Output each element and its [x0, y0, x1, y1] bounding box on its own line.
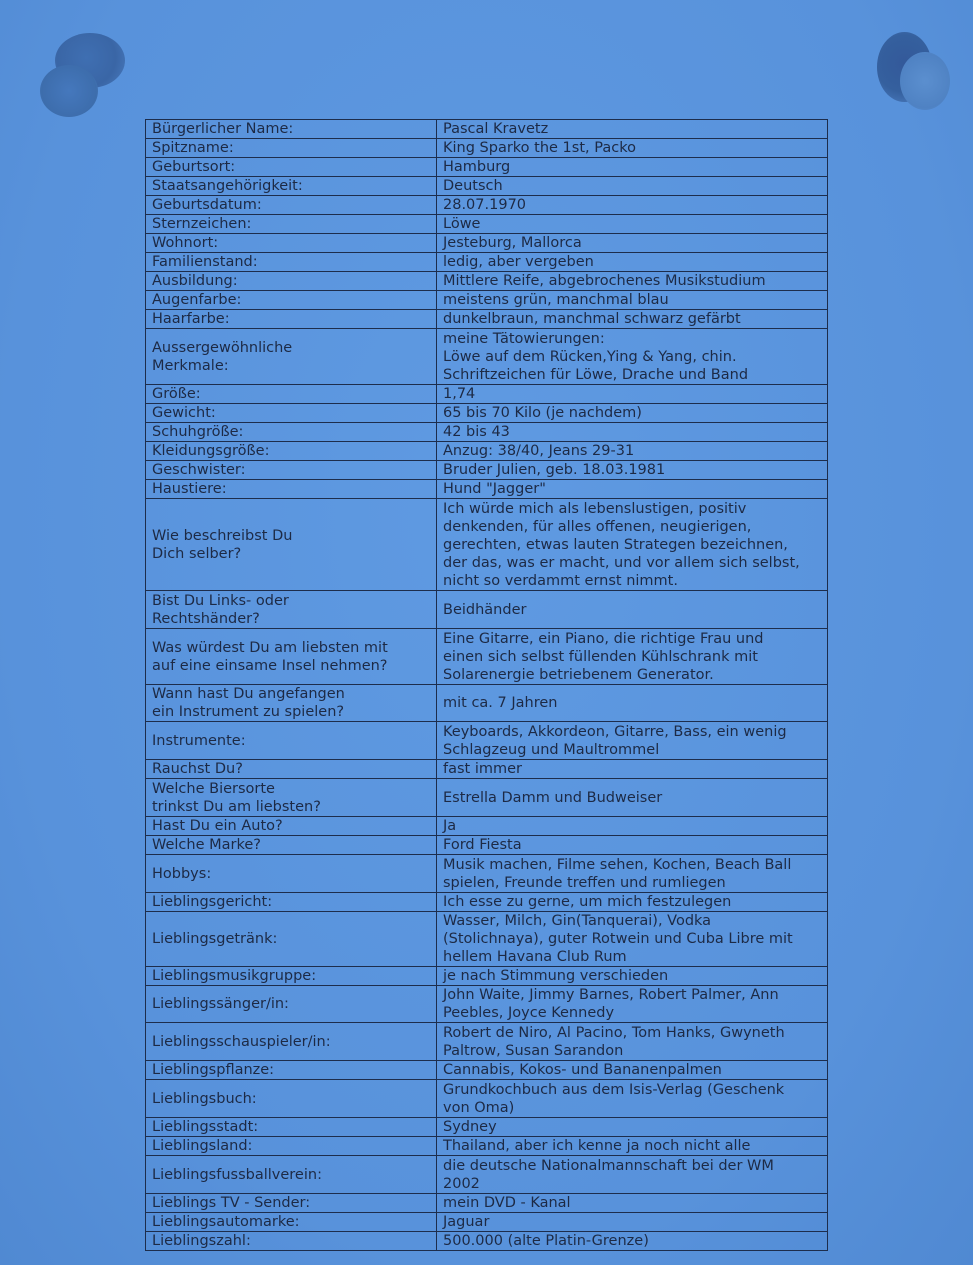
row-value: Thailand, aber ich kenne ja noch nicht alle — [437, 1137, 828, 1156]
row-label: Wohnort: — [146, 234, 437, 253]
table-row — [146, 779, 828, 817]
row-value: Anzug: 38/40, Jeans 29-31 — [437, 442, 828, 461]
row-value: ledig, aber vergeben — [437, 253, 828, 272]
row-label: Kleidungsgröße: — [146, 442, 437, 461]
table-row — [146, 1080, 828, 1118]
table-row — [146, 291, 828, 310]
row-label: Aussergewöhnliche Merkmale: — [146, 329, 437, 385]
row-value: Eine Gitarre, ein Piano, die richtige Frau und einen sich selbst füllenden Kühlschrank mit Solarenergie betriebenem Generator. — [437, 629, 828, 685]
row-label: Lieblingsgericht: — [146, 893, 437, 912]
row-value: Hund "Jagger" — [437, 480, 828, 499]
table-row — [146, 629, 828, 685]
row-label: Hobbys: — [146, 855, 437, 893]
table-row — [146, 591, 828, 629]
row-label: Bürgerlicher Name: — [146, 120, 437, 139]
table-row — [146, 253, 828, 272]
row-value: Keyboards, Akkordeon, Gitarre, Bass, ein wenig Schlagzeug und Maultrommel — [437, 722, 828, 760]
row-value: Wasser, Milch, Gin(Tanquerai), Vodka (Stolichnaya), guter Rotwein und Cuba Libre mit hellem Havana Club Rum — [437, 912, 828, 967]
row-value: Hamburg — [437, 158, 828, 177]
row-value: Ich esse zu gerne, um mich festzulegen — [437, 893, 828, 912]
table-row — [146, 215, 828, 234]
row-label: Lieblingsstadt: — [146, 1118, 437, 1137]
table-row — [146, 967, 828, 986]
row-value: Ja — [437, 817, 828, 836]
table-row — [146, 836, 828, 855]
row-value: die deutsche Nationalmannschaft bei der WM 2002 — [437, 1156, 828, 1194]
table-row — [146, 1194, 828, 1213]
table-row — [146, 442, 828, 461]
table-row — [146, 912, 828, 967]
row-label: Instrumente: — [146, 722, 437, 760]
row-value: Jaguar — [437, 1213, 828, 1232]
row-label: Lieblingsgetränk: — [146, 912, 437, 967]
table-row — [146, 1213, 828, 1232]
row-value: 42 bis 43 — [437, 423, 828, 442]
table-row — [146, 722, 828, 760]
profile-table — [145, 119, 828, 1251]
row-label: Rauchst Du? — [146, 760, 437, 779]
table-row — [146, 760, 828, 779]
row-label: Hast Du ein Auto? — [146, 817, 437, 836]
row-value: Ich würde mich als lebenslustigen, positiv denkenden, für alles offenen, neugierigen, gerechten, etwas lauten Strategen bezeichnen, der das, was er macht, und vor allem sich selbst, nicht so verdammt ernst nimmt. — [437, 499, 828, 591]
table-row — [146, 461, 828, 480]
row-label: Lieblingsautomarke: — [146, 1213, 437, 1232]
row-label: Lieblingssänger/in: — [146, 986, 437, 1023]
table-row — [146, 310, 828, 329]
table-row — [146, 385, 828, 404]
row-label: Lieblings TV - Sender: — [146, 1194, 437, 1213]
row-value: 1,74 — [437, 385, 828, 404]
table-row — [146, 158, 828, 177]
table-row — [146, 986, 828, 1023]
row-value: 500.000 (alte Platin-Grenze) — [437, 1232, 828, 1251]
row-label: Haustiere: — [146, 480, 437, 499]
row-label: Haarfarbe: — [146, 310, 437, 329]
row-value: Bruder Julien, geb. 18.03.1981 — [437, 461, 828, 480]
row-value: Ford Fiesta — [437, 836, 828, 855]
table-row — [146, 234, 828, 253]
row-label: Welche Biersorte trinkst Du am liebsten? — [146, 779, 437, 817]
table-row — [146, 817, 828, 836]
row-label: Augenfarbe: — [146, 291, 437, 310]
table-row — [146, 196, 828, 215]
row-value: meistens grün, manchmal blau — [437, 291, 828, 310]
row-label: Spitzname: — [146, 139, 437, 158]
row-value: fast immer — [437, 760, 828, 779]
row-value: mein DVD - Kanal — [437, 1194, 828, 1213]
row-label: Was würdest Du am liebsten mit auf eine einsame Insel nehmen? — [146, 629, 437, 685]
table-row — [146, 855, 828, 893]
table-row — [146, 272, 828, 291]
table-row — [146, 1023, 828, 1061]
table-row — [146, 1156, 828, 1194]
row-label: Bist Du Links- oder Rechtshänder? — [146, 591, 437, 629]
ink-blot — [900, 52, 950, 110]
row-label: Ausbildung: — [146, 272, 437, 291]
row-label: Lieblingsmusikgruppe: — [146, 967, 437, 986]
row-label: Lieblingspflanze: — [146, 1061, 437, 1080]
row-value: mit ca. 7 Jahren — [437, 685, 828, 722]
row-value: Mittlere Reife, abgebrochenes Musikstudium — [437, 272, 828, 291]
table-row — [146, 685, 828, 722]
row-value: 65 bis 70 Kilo (je nachdem) — [437, 404, 828, 423]
row-label: Wie beschreibst Du Dich selber? — [146, 499, 437, 591]
row-value: Musik machen, Filme sehen, Kochen, Beach Ball spielen, Freunde treffen und rumliegen — [437, 855, 828, 893]
table-row — [146, 1118, 828, 1137]
row-value: dunkelbraun, manchmal schwarz gefärbt — [437, 310, 828, 329]
row-value: Deutsch — [437, 177, 828, 196]
table-row — [146, 139, 828, 158]
row-value: Grundkochbuch aus dem Isis-Verlag (Geschenk von Oma) — [437, 1080, 828, 1118]
row-label: Wann hast Du angefangen ein Instrument zu spielen? — [146, 685, 437, 722]
table-row — [146, 1137, 828, 1156]
table-row — [146, 329, 828, 385]
row-label: Schuhgröße: — [146, 423, 437, 442]
table-row — [146, 404, 828, 423]
table-row — [146, 177, 828, 196]
row-value: Estrella Damm und Budweiser — [437, 779, 828, 817]
table-row — [146, 1232, 828, 1251]
row-label: Lieblingsland: — [146, 1137, 437, 1156]
row-value: Löwe — [437, 215, 828, 234]
row-value: Sydney — [437, 1118, 828, 1137]
row-label: Welche Marke? — [146, 836, 437, 855]
table-row — [146, 893, 828, 912]
row-label: Lieblingsfussballverein: — [146, 1156, 437, 1194]
table-row — [146, 499, 828, 591]
row-label: Lieblingsschauspieler/in: — [146, 1023, 437, 1061]
row-label: Geburtsort: — [146, 158, 437, 177]
row-label: Familienstand: — [146, 253, 437, 272]
row-value: Robert de Niro, Al Pacino, Tom Hanks, Gwyneth Paltrow, Susan Sarandon — [437, 1023, 828, 1061]
table-row — [146, 1061, 828, 1080]
row-label: Staatsangehörigkeit: — [146, 177, 437, 196]
table-row — [146, 423, 828, 442]
row-value: Jesteburg, Mallorca — [437, 234, 828, 253]
row-label: Lieblingszahl: — [146, 1232, 437, 1251]
row-value: Cannabis, Kokos- und Bananenpalmen — [437, 1061, 828, 1080]
row-value: John Waite, Jimmy Barnes, Robert Palmer, Ann Peebles, Joyce Kennedy — [437, 986, 828, 1023]
row-label: Gewicht: — [146, 404, 437, 423]
row-value: Pascal Kravetz — [437, 120, 828, 139]
row-label: Geburtsdatum: — [146, 196, 437, 215]
row-value: meine Tätowierungen: Löwe auf dem Rücken,Ying & Yang, chin. Schriftzeichen für Löwe, Drache und Band — [437, 329, 828, 385]
row-label: Geschwister: — [146, 461, 437, 480]
row-label: Lieblingsbuch: — [146, 1080, 437, 1118]
table-row — [146, 480, 828, 499]
row-label: Größe: — [146, 385, 437, 404]
row-value: Beidhänder — [437, 591, 828, 629]
row-value: King Sparko the 1st, Packo — [437, 139, 828, 158]
row-value: 28.07.1970 — [437, 196, 828, 215]
table-row — [146, 120, 828, 139]
row-label: Sternzeichen: — [146, 215, 437, 234]
ink-blot — [40, 65, 98, 117]
row-value: je nach Stimmung verschieden — [437, 967, 828, 986]
